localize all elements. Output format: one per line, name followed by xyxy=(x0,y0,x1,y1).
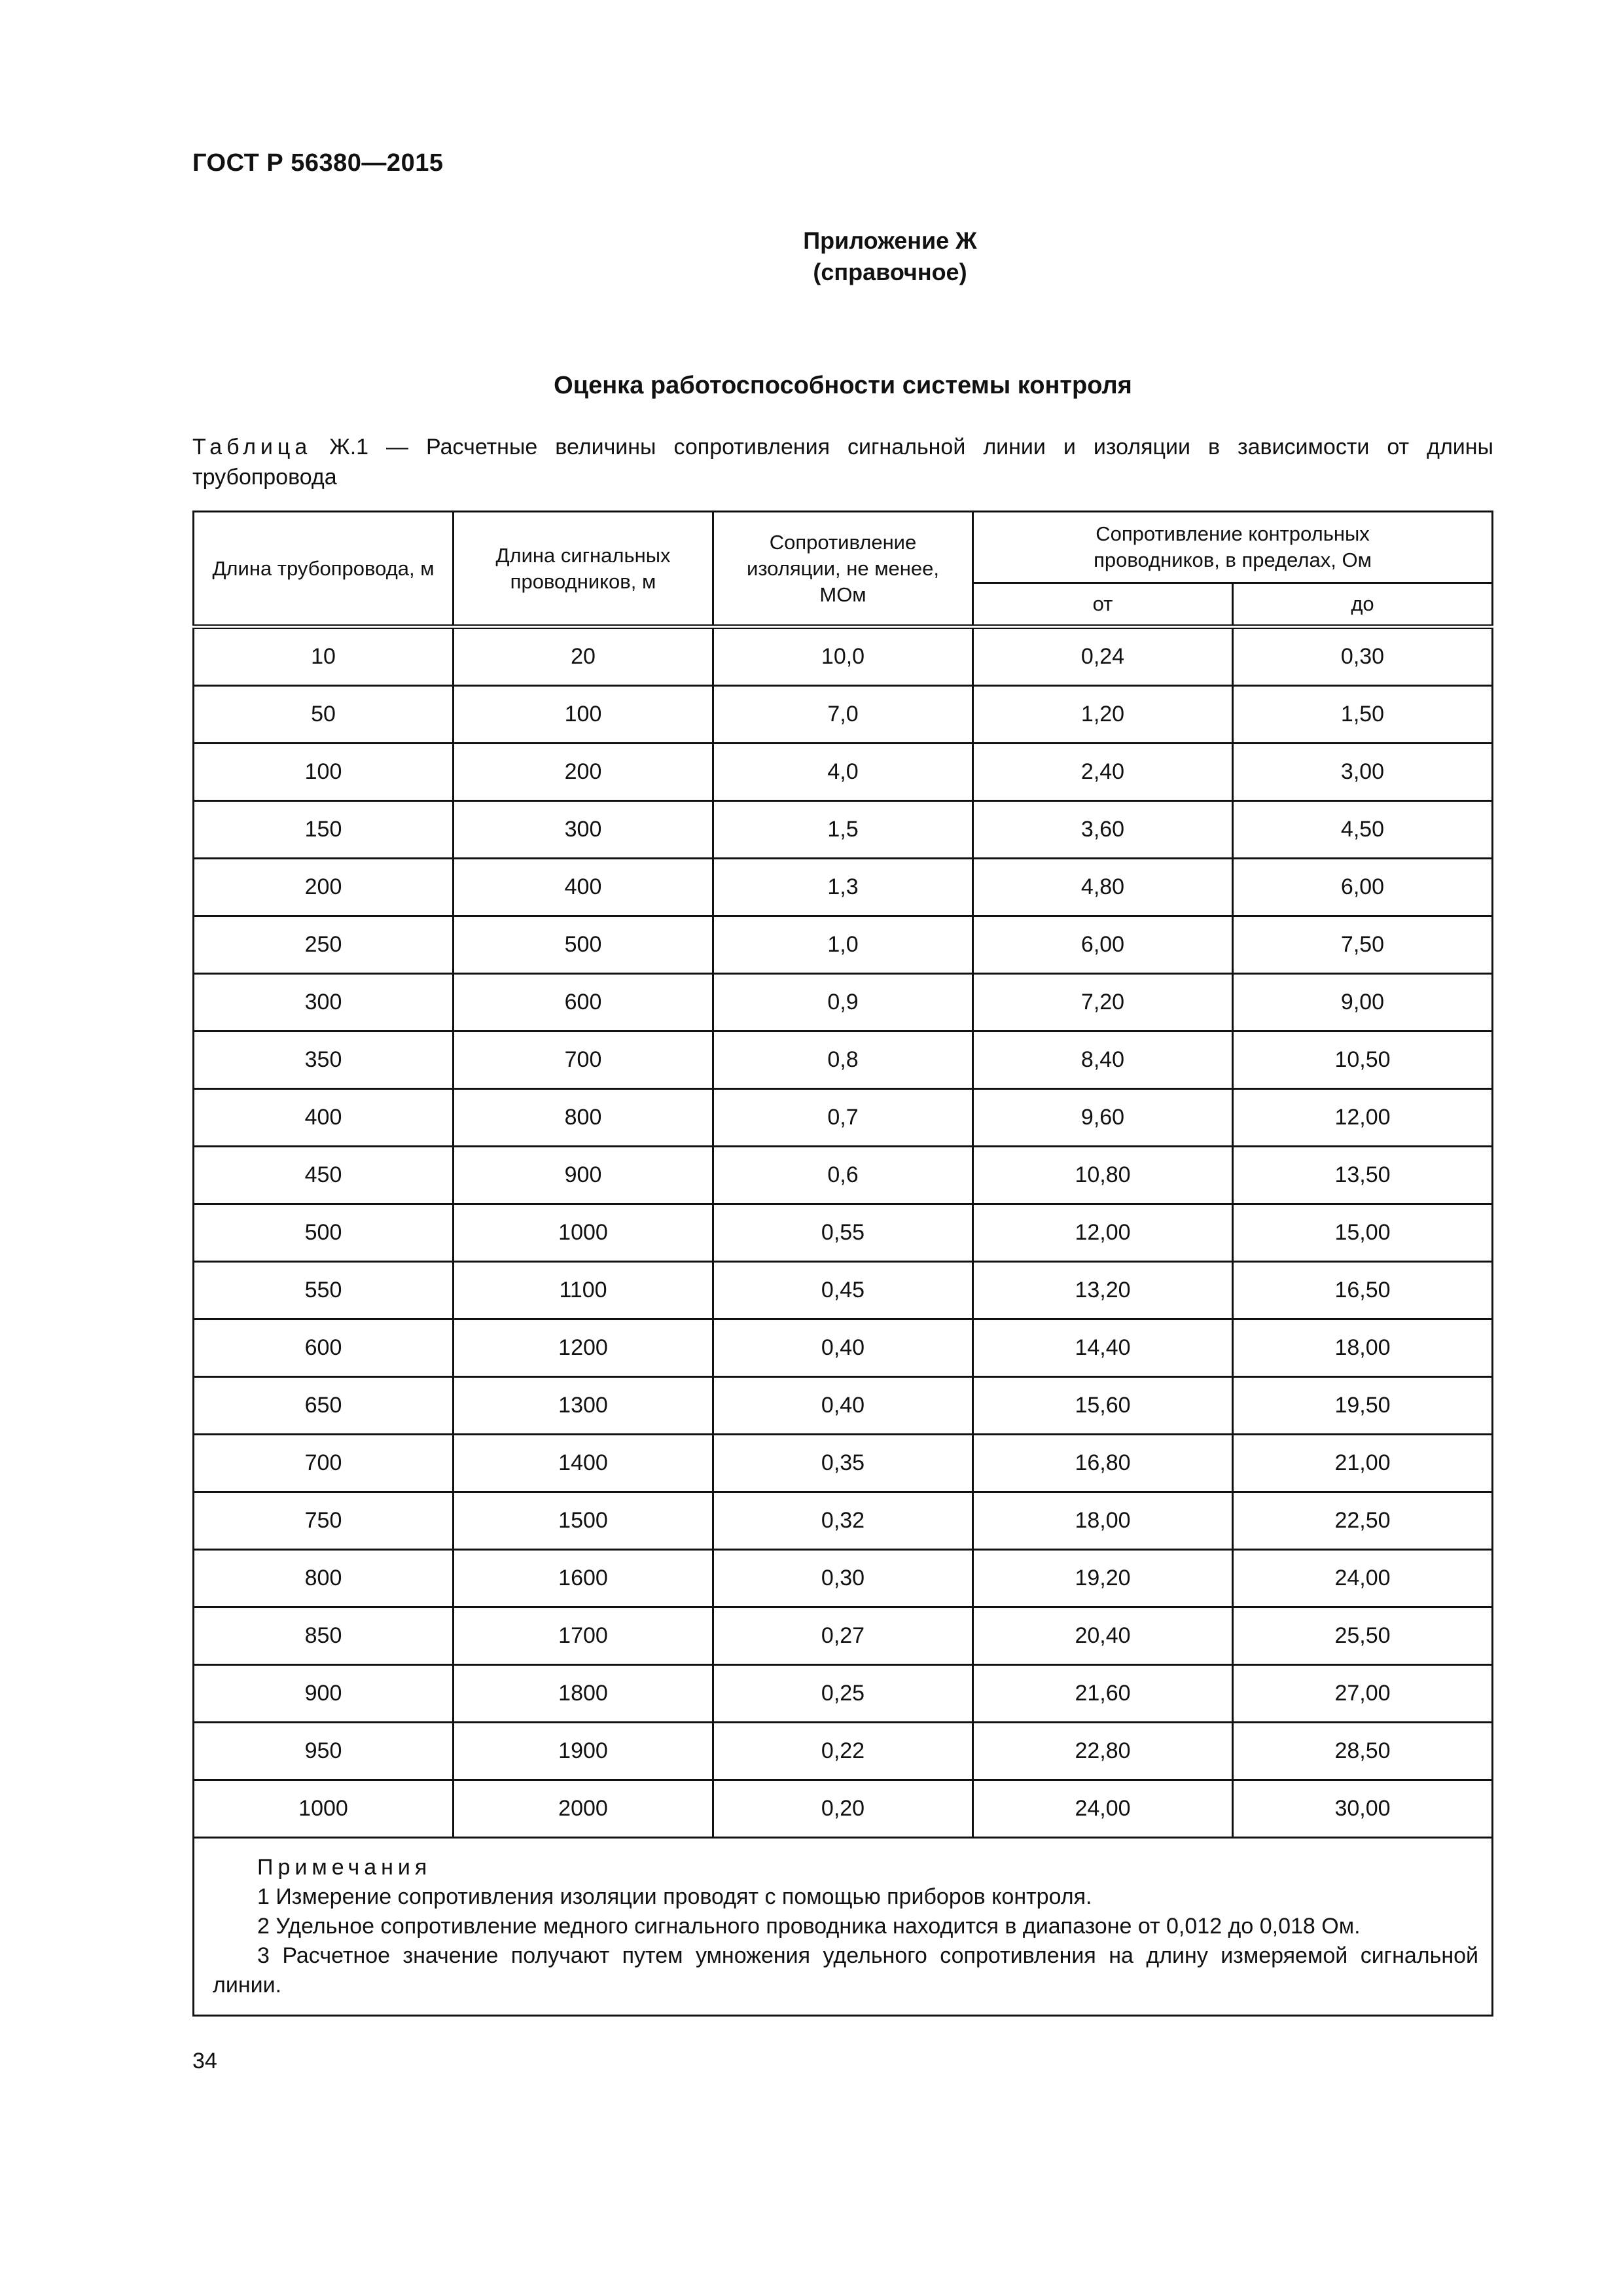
appendix-title: Приложение Ж xyxy=(803,227,977,254)
table-cell: 200 xyxy=(454,744,713,801)
table-cell: 50 xyxy=(194,686,454,744)
table-cell: 6,00 xyxy=(973,916,1233,974)
table-cell: 21,00 xyxy=(1233,1435,1493,1492)
table-cell: 16,50 xyxy=(1233,1262,1493,1319)
header-signal-length: Длина сигнальных проводников, м xyxy=(454,512,713,627)
table-cell: 0,45 xyxy=(713,1262,973,1319)
table-cell: 0,7 xyxy=(713,1089,973,1147)
table-row xyxy=(194,1204,1493,1262)
note-item: 3 Расчетное значение получают путем умножения удельного сопротивления на длину измеряемой сигнальной линии. xyxy=(213,1943,1478,1998)
table-cell: 500 xyxy=(454,916,713,974)
table-cell: 0,20 xyxy=(713,1780,973,1838)
table-row xyxy=(194,1665,1493,1723)
table-cell: 900 xyxy=(454,1147,713,1204)
table-cell: 900 xyxy=(194,1665,454,1723)
table-cell: 18,00 xyxy=(1233,1319,1493,1377)
table-cell: 0,55 xyxy=(713,1204,973,1262)
table-cell: 200 xyxy=(194,859,454,916)
table-cell: 0,24 xyxy=(973,627,1233,686)
table-cell: 750 xyxy=(194,1492,454,1550)
table-cell: 15,00 xyxy=(1233,1204,1493,1262)
table-header xyxy=(194,512,1493,627)
appendix-subtitle: (справочное) xyxy=(813,259,967,285)
table-cell: 600 xyxy=(454,974,713,1031)
table-cell: 0,30 xyxy=(713,1550,973,1607)
table-cell: 350 xyxy=(194,1031,454,1089)
table-cell: 1200 xyxy=(454,1319,713,1377)
table-row xyxy=(194,859,1493,916)
table-cell: 1000 xyxy=(194,1780,454,1838)
table-cell: 9,00 xyxy=(1233,974,1493,1031)
table-cell: 24,00 xyxy=(1233,1550,1493,1607)
table-row xyxy=(194,686,1493,744)
table-cell: 28,50 xyxy=(1233,1723,1493,1780)
table-cell: 19,50 xyxy=(1233,1377,1493,1435)
resistance-table xyxy=(192,511,1493,1839)
table-row xyxy=(194,1550,1493,1607)
table-cell: 22,80 xyxy=(973,1723,1233,1780)
table-cell: 850 xyxy=(194,1607,454,1665)
table-row xyxy=(194,1262,1493,1319)
table-cell: 0,22 xyxy=(713,1723,973,1780)
table-cell: 800 xyxy=(194,1550,454,1607)
table-row xyxy=(194,1607,1493,1665)
table-cell: 250 xyxy=(194,916,454,974)
table-cell: 8,40 xyxy=(973,1031,1233,1089)
table-row xyxy=(194,1723,1493,1780)
table-cell: 2,40 xyxy=(973,744,1233,801)
table-cell: 22,50 xyxy=(1233,1492,1493,1550)
header-insulation: Сопротивление изоляции, не менее, МОм xyxy=(713,512,973,627)
table-cell: 7,0 xyxy=(713,686,973,744)
table-cell: 300 xyxy=(194,974,454,1031)
table-row xyxy=(194,627,1493,686)
table-cell: 30,00 xyxy=(1233,1780,1493,1838)
table-row xyxy=(194,1319,1493,1377)
table-cell: 1400 xyxy=(454,1435,713,1492)
table-cell: 20,40 xyxy=(973,1607,1233,1665)
table-cell: 19,20 xyxy=(973,1550,1233,1607)
table-cell: 21,60 xyxy=(973,1665,1233,1723)
table-cell: 10 xyxy=(194,627,454,686)
table-cell: 12,00 xyxy=(1233,1089,1493,1147)
table-cell: 12,00 xyxy=(973,1204,1233,1262)
table-cell: 450 xyxy=(194,1147,454,1204)
table-cell: 14,40 xyxy=(973,1319,1233,1377)
table-cell: 1700 xyxy=(454,1607,713,1665)
table-row xyxy=(194,744,1493,801)
table-row xyxy=(194,1147,1493,1204)
table-row xyxy=(194,974,1493,1031)
table-cell: 1000 xyxy=(454,1204,713,1262)
table-cell: 0,40 xyxy=(713,1319,973,1377)
table-cell: 7,20 xyxy=(973,974,1233,1031)
table-cell: 10,0 xyxy=(713,627,973,686)
header-control-wires: Сопротивление контрольных проводников, в пределах, Ом xyxy=(973,512,1493,583)
table-cell: 13,50 xyxy=(1233,1147,1493,1204)
table-cell: 0,30 xyxy=(1233,627,1493,686)
table-row xyxy=(194,1492,1493,1550)
table-row xyxy=(194,1031,1493,1089)
table-cell: 700 xyxy=(194,1435,454,1492)
table-caption-text: Ж.1 — Расчетные величины сопротивления сигнальной линии и изоляции в зависимости от длины трубопровода xyxy=(192,435,1493,490)
table-cell: 1300 xyxy=(454,1377,713,1435)
table-cell: 20 xyxy=(454,627,713,686)
table-cell: 1,0 xyxy=(713,916,973,974)
table-cell: 1,20 xyxy=(973,686,1233,744)
table-cell: 150 xyxy=(194,801,454,859)
appendix-heading xyxy=(0,225,1623,288)
header-to: до xyxy=(1233,583,1493,627)
table-cell: 6,00 xyxy=(1233,859,1493,916)
table-cell: 10,80 xyxy=(973,1147,1233,1204)
table-body xyxy=(194,627,1493,1838)
table-cell: 0,25 xyxy=(713,1665,973,1723)
table-cell: 0,32 xyxy=(713,1492,973,1550)
table-cell: 0,40 xyxy=(713,1377,973,1435)
table-cell: 1,3 xyxy=(713,859,973,916)
header-pipe-length: Длина трубопровода, м xyxy=(194,512,454,627)
table-cell: 3,60 xyxy=(973,801,1233,859)
section-title: Оценка работоспособности системы контроля xyxy=(554,372,1132,399)
note-item: 1 Измерение сопротивления изоляции проводят с помощью приборов контроля. xyxy=(257,1884,1092,1909)
table-row xyxy=(194,1089,1493,1147)
table-cell: 13,20 xyxy=(973,1262,1233,1319)
table-cell: 100 xyxy=(194,744,454,801)
table-cell: 300 xyxy=(454,801,713,859)
table-cell: 100 xyxy=(454,686,713,744)
table-cell: 4,50 xyxy=(1233,801,1493,859)
table-cell: 25,50 xyxy=(1233,1607,1493,1665)
table-cell: 950 xyxy=(194,1723,454,1780)
header-from: от xyxy=(973,583,1233,627)
table-row xyxy=(194,1780,1493,1838)
notes-block xyxy=(192,1839,1493,2017)
table-cell: 15,60 xyxy=(973,1377,1233,1435)
table-cell: 24,00 xyxy=(973,1780,1233,1838)
table-cell: 27,00 xyxy=(1233,1665,1493,1723)
table-caption-label: Таблица xyxy=(192,435,312,459)
table-row xyxy=(194,1377,1493,1435)
table-cell: 16,80 xyxy=(973,1435,1233,1492)
table-cell: 700 xyxy=(454,1031,713,1089)
table-cell: 400 xyxy=(194,1089,454,1147)
table-cell: 4,80 xyxy=(973,859,1233,916)
table-cell: 18,00 xyxy=(973,1492,1233,1550)
standard-id: ГОСТ Р 56380—2015 xyxy=(192,149,444,177)
table-cell: 500 xyxy=(194,1204,454,1262)
table-cell: 0,9 xyxy=(713,974,973,1031)
table-cell: 1600 xyxy=(454,1550,713,1607)
table-cell: 9,60 xyxy=(973,1089,1233,1147)
table-cell: 800 xyxy=(454,1089,713,1147)
table-cell: 10,50 xyxy=(1233,1031,1493,1089)
table-cell: 7,50 xyxy=(1233,916,1493,974)
page-number: 34 xyxy=(192,2049,217,2073)
table-cell: 650 xyxy=(194,1377,454,1435)
note-item: 2 Удельное сопротивление медного сигнального проводника находится в диапазоне от 0,012 до 0,018 Ом. xyxy=(257,1914,1361,1939)
table-cell: 1,50 xyxy=(1233,686,1493,744)
table-row xyxy=(194,801,1493,859)
table-caption xyxy=(192,432,1493,492)
table-cell: 0,8 xyxy=(713,1031,973,1089)
table-cell: 600 xyxy=(194,1319,454,1377)
table-row xyxy=(194,916,1493,974)
table-cell: 3,00 xyxy=(1233,744,1493,801)
table-cell: 1900 xyxy=(454,1723,713,1780)
notes-title: Примечания xyxy=(257,1855,432,1880)
table-cell: 1500 xyxy=(454,1492,713,1550)
table-cell: 0,27 xyxy=(713,1607,973,1665)
table-cell: 0,35 xyxy=(713,1435,973,1492)
table-cell: 550 xyxy=(194,1262,454,1319)
table-cell: 0,6 xyxy=(713,1147,973,1204)
table-cell: 4,0 xyxy=(713,744,973,801)
table-cell: 1100 xyxy=(454,1262,713,1319)
table-cell: 1800 xyxy=(454,1665,713,1723)
table-cell: 1,5 xyxy=(713,801,973,859)
table-cell: 400 xyxy=(454,859,713,916)
table-row xyxy=(194,1435,1493,1492)
resistance-table-container xyxy=(192,511,1493,2017)
table-cell: 2000 xyxy=(454,1780,713,1838)
